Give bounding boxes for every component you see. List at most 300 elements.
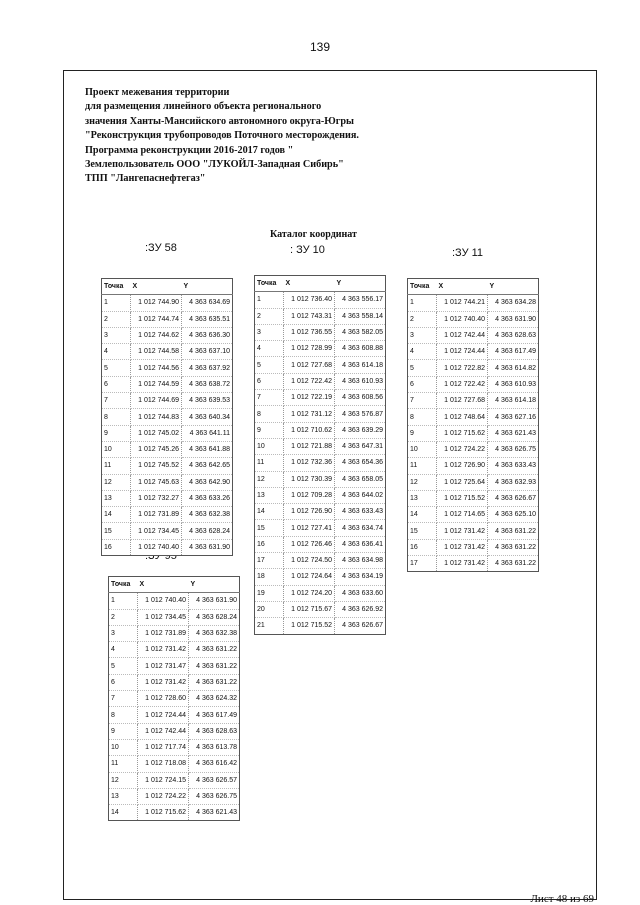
table-row [255, 341, 386, 357]
table-row [408, 344, 539, 360]
point-cell: 13 [408, 490, 437, 506]
y-cell: 4 363 576.87 [335, 406, 386, 422]
column-header: Точка [408, 279, 437, 295]
point-cell: 6 [109, 674, 138, 690]
column-header: Точка [102, 279, 131, 295]
x-cell: 1 012 726.90 [284, 504, 335, 520]
point-cell: 10 [102, 441, 131, 457]
x-cell: 1 012 722.42 [284, 373, 335, 389]
x-cell: 1 012 736.40 [284, 292, 335, 308]
table-row [109, 788, 240, 804]
y-cell: 4 363 627.16 [488, 409, 539, 425]
point-cell: 14 [255, 504, 284, 520]
y-cell: 4 363 637.92 [182, 360, 233, 376]
table-row [102, 393, 233, 409]
x-cell: 1 012 744.69 [131, 393, 182, 409]
y-cell: 4 363 626.92 [335, 601, 386, 617]
table-row [408, 311, 539, 327]
column-header: Y [182, 279, 233, 295]
point-cell: 16 [102, 539, 131, 555]
y-cell: 4 363 631.22 [488, 523, 539, 539]
y-cell: 4 363 631.22 [488, 556, 539, 572]
x-cell: 1 012 731.42 [437, 556, 488, 572]
x-cell: 1 012 717.74 [138, 739, 189, 755]
x-cell: 1 012 722.19 [284, 390, 335, 406]
table-row [408, 458, 539, 474]
point-cell: 2 [255, 308, 284, 324]
header-line: Проект межевания территории [85, 87, 230, 98]
point-cell: 1 [408, 295, 437, 311]
y-cell: 4 363 614.18 [335, 357, 386, 373]
table-row [255, 373, 386, 389]
column-header: X [284, 276, 335, 292]
x-cell: 1 012 731.47 [138, 658, 189, 674]
table-row [102, 458, 233, 474]
y-cell: 4 363 621.43 [488, 425, 539, 441]
point-cell: 4 [408, 344, 437, 360]
table-row [255, 422, 386, 438]
coordinate-table-zu58 [101, 278, 233, 556]
table-row [408, 441, 539, 457]
coordinate-table-zu10 [254, 275, 386, 635]
x-cell: 1 012 744.74 [131, 311, 182, 327]
point-cell: 5 [109, 658, 138, 674]
plot-label-zu11: :ЗУ 11 [452, 247, 484, 259]
table-row [408, 327, 539, 343]
coordinate-table-zu11 [407, 278, 539, 572]
table-row [102, 425, 233, 441]
x-cell: 1 012 724.22 [138, 788, 189, 804]
table-row [255, 471, 386, 487]
x-cell: 1 012 726.46 [284, 536, 335, 552]
column-header: X [131, 279, 182, 295]
point-cell: 13 [102, 490, 131, 506]
table-row [408, 295, 539, 311]
x-cell: 1 012 727.68 [437, 393, 488, 409]
x-cell: 1 012 722.82 [437, 360, 488, 376]
x-cell: 1 012 731.89 [131, 507, 182, 523]
x-cell: 1 012 744.56 [131, 360, 182, 376]
table-row [255, 390, 386, 406]
point-cell: 21 [255, 618, 284, 634]
point-cell: 7 [255, 390, 284, 406]
table-row [109, 625, 240, 641]
table-header-row [109, 577, 240, 593]
table-row [109, 723, 240, 739]
table-row [102, 507, 233, 523]
y-cell: 4 363 613.78 [189, 739, 240, 755]
y-cell: 4 363 632.38 [182, 507, 233, 523]
x-cell: 1 012 728.99 [284, 341, 335, 357]
point-cell: 14 [408, 507, 437, 523]
x-cell: 1 012 724.50 [284, 553, 335, 569]
table-row [408, 376, 539, 392]
x-cell: 1 012 731.42 [138, 674, 189, 690]
point-cell: 10 [109, 739, 138, 755]
y-cell: 4 363 634.98 [335, 553, 386, 569]
y-cell: 4 363 639.29 [335, 422, 386, 438]
x-cell: 1 012 721.88 [284, 438, 335, 454]
x-cell: 1 012 734.45 [138, 609, 189, 625]
y-cell: 4 363 633.43 [488, 458, 539, 474]
header-line: ТПП "Лангепаснефтегаз" [85, 173, 206, 185]
x-cell: 1 012 734.45 [131, 523, 182, 539]
table-row [408, 360, 539, 376]
point-cell: 9 [102, 425, 131, 441]
y-cell: 4 363 628.63 [488, 327, 539, 343]
x-cell: 1 012 710.62 [284, 422, 335, 438]
x-cell: 1 012 731.89 [138, 625, 189, 641]
y-cell: 4 363 608.56 [335, 390, 386, 406]
table-row [109, 756, 240, 772]
y-cell: 4 363 617.49 [189, 707, 240, 723]
x-cell: 1 012 730.39 [284, 471, 335, 487]
x-cell: 1 012 727.68 [284, 357, 335, 373]
y-cell: 4 363 639.53 [182, 393, 233, 409]
table-row [109, 739, 240, 755]
x-cell: 1 012 731.12 [284, 406, 335, 422]
x-cell: 1 012 731.42 [138, 642, 189, 658]
x-cell: 1 012 745.63 [131, 474, 182, 490]
sheet-footer: Лист 48 из 69 [530, 893, 594, 905]
x-cell: 1 012 744.62 [131, 327, 182, 343]
table-row [255, 455, 386, 471]
table-row [255, 487, 386, 503]
header-line: для размещения линейного объекта регионального [85, 101, 322, 113]
table-row [255, 520, 386, 536]
y-cell: 4 363 644.02 [335, 487, 386, 503]
table-row [408, 490, 539, 506]
point-cell: 11 [109, 756, 138, 772]
point-cell: 15 [255, 520, 284, 536]
x-cell: 1 012 740.40 [138, 593, 189, 609]
table-row [109, 691, 240, 707]
y-cell: 4 363 582.05 [335, 324, 386, 340]
y-cell: 4 363 654.36 [335, 455, 386, 471]
point-cell: 3 [408, 327, 437, 343]
y-cell: 4 363 608.88 [335, 341, 386, 357]
x-cell: 1 012 715.52 [284, 618, 335, 634]
x-cell: 1 012 744.59 [131, 376, 182, 392]
y-cell: 4 363 626.75 [488, 441, 539, 457]
x-cell: 1 012 715.52 [437, 490, 488, 506]
y-cell: 4 363 632.38 [189, 625, 240, 641]
table-row [255, 406, 386, 422]
point-cell: 9 [109, 723, 138, 739]
table-row [408, 539, 539, 555]
table-row [102, 441, 233, 457]
y-cell: 4 363 610.93 [335, 373, 386, 389]
x-cell: 1 012 724.20 [284, 585, 335, 601]
y-cell: 4 363 617.49 [488, 344, 539, 360]
table-row [255, 601, 386, 617]
table-row [109, 609, 240, 625]
x-cell: 1 012 724.44 [138, 707, 189, 723]
x-cell: 1 012 715.62 [437, 425, 488, 441]
point-cell: 7 [109, 691, 138, 707]
x-cell: 1 012 745.26 [131, 441, 182, 457]
point-cell: 8 [102, 409, 131, 425]
y-cell: 4 363 614.18 [488, 393, 539, 409]
y-cell: 4 363 641.88 [182, 441, 233, 457]
point-cell: 15 [408, 523, 437, 539]
x-cell: 1 012 748.64 [437, 409, 488, 425]
header-line: Землепользователь ООО "ЛУКОЙЛ-Западная Сибирь" [85, 159, 344, 171]
point-cell: 10 [408, 441, 437, 457]
x-cell: 1 012 731.42 [437, 523, 488, 539]
y-cell: 4 363 638.72 [182, 376, 233, 392]
y-cell: 4 363 633.26 [182, 490, 233, 506]
table-row [255, 292, 386, 308]
table-header-row [255, 276, 386, 292]
y-cell: 4 363 628.24 [189, 609, 240, 625]
x-cell: 1 012 722.42 [437, 376, 488, 392]
y-cell: 4 363 628.63 [189, 723, 240, 739]
y-cell: 4 363 631.22 [189, 658, 240, 674]
point-cell: 8 [255, 406, 284, 422]
y-cell: 4 363 631.90 [488, 311, 539, 327]
y-cell: 4 363 632.93 [488, 474, 539, 490]
column-header: Точка [255, 276, 284, 292]
x-cell: 1 012 724.44 [437, 344, 488, 360]
x-cell: 1 012 732.27 [131, 490, 182, 506]
point-cell: 1 [109, 593, 138, 609]
point-cell: 13 [109, 788, 138, 804]
point-cell: 2 [408, 311, 437, 327]
point-cell: 11 [408, 458, 437, 474]
y-cell: 4 363 626.67 [335, 618, 386, 634]
table-row [102, 360, 233, 376]
x-cell: 1 012 744.58 [131, 344, 182, 360]
x-cell: 1 012 742.44 [138, 723, 189, 739]
y-cell: 4 363 614.82 [488, 360, 539, 376]
point-cell: 16 [408, 539, 437, 555]
table-row [109, 642, 240, 658]
point-cell: 4 [102, 344, 131, 360]
point-cell: 8 [109, 707, 138, 723]
table-header-row [102, 279, 233, 295]
y-cell: 4 363 625.10 [488, 507, 539, 523]
x-cell: 1 012 744.83 [131, 409, 182, 425]
header-line: Программа реконструкции 2016-2017 годов " [85, 144, 294, 156]
coordinate-table-zu95 [108, 576, 240, 821]
table-row [102, 409, 233, 425]
point-cell: 2 [102, 311, 131, 327]
table-row [109, 593, 240, 609]
point-cell: 14 [102, 507, 131, 523]
x-cell: 1 012 744.90 [131, 295, 182, 311]
column-header: Y [189, 577, 240, 593]
table-row [102, 376, 233, 392]
y-cell: 4 363 637.10 [182, 344, 233, 360]
x-cell: 1 012 727.41 [284, 520, 335, 536]
table-row [408, 393, 539, 409]
point-cell: 12 [255, 471, 284, 487]
x-cell: 1 012 728.60 [138, 691, 189, 707]
table-row [102, 344, 233, 360]
column-header: X [437, 279, 488, 295]
table-row [102, 490, 233, 506]
x-cell: 1 012 715.62 [138, 805, 189, 821]
point-cell: 3 [109, 625, 138, 641]
y-cell: 4 363 626.67 [488, 490, 539, 506]
point-cell: 8 [408, 409, 437, 425]
y-cell: 4 363 631.90 [182, 539, 233, 555]
table-row [255, 308, 386, 324]
y-cell: 4 363 658.05 [335, 471, 386, 487]
point-cell: 17 [408, 556, 437, 572]
x-cell: 1 012 732.36 [284, 455, 335, 471]
y-cell: 4 363 624.32 [189, 691, 240, 707]
y-cell: 4 363 626.57 [189, 772, 240, 788]
point-cell: 12 [109, 772, 138, 788]
point-cell: 19 [255, 585, 284, 601]
table-row [109, 658, 240, 674]
table-row [255, 553, 386, 569]
table-row [408, 507, 539, 523]
point-cell: 3 [102, 327, 131, 343]
point-cell: 9 [255, 422, 284, 438]
y-cell: 4 363 647.31 [335, 438, 386, 454]
table-row [102, 311, 233, 327]
point-cell: 11 [255, 455, 284, 471]
x-cell: 1 012 724.15 [138, 772, 189, 788]
page-number: 139 [309, 40, 331, 54]
point-cell: 5 [255, 357, 284, 373]
x-cell: 1 012 724.22 [437, 441, 488, 457]
table-row [255, 438, 386, 454]
point-cell: 7 [408, 393, 437, 409]
point-cell: 3 [255, 324, 284, 340]
point-cell: 16 [255, 536, 284, 552]
table-row [408, 523, 539, 539]
table-row [408, 474, 539, 490]
x-cell: 1 012 745.52 [131, 458, 182, 474]
point-cell: 4 [255, 341, 284, 357]
y-cell: 4 363 636.41 [335, 536, 386, 552]
y-cell: 4 363 642.90 [182, 474, 233, 490]
y-cell: 4 363 558.14 [335, 308, 386, 324]
table-row [109, 674, 240, 690]
y-cell: 4 363 628.24 [182, 523, 233, 539]
x-cell: 1 012 740.40 [131, 539, 182, 555]
table-row [102, 523, 233, 539]
y-cell: 4 363 626.75 [189, 788, 240, 804]
table-row [109, 707, 240, 723]
point-cell: 1 [102, 295, 131, 311]
y-cell: 4 363 631.22 [488, 539, 539, 555]
x-cell: 1 012 736.55 [284, 324, 335, 340]
table-row [255, 618, 386, 634]
point-cell: 20 [255, 601, 284, 617]
y-cell: 4 363 640.34 [182, 409, 233, 425]
table-row [109, 772, 240, 788]
table-row [102, 539, 233, 555]
table-row [255, 536, 386, 552]
x-cell: 1 012 718.08 [138, 756, 189, 772]
y-cell: 4 363 556.17 [335, 292, 386, 308]
point-cell: 1 [255, 292, 284, 308]
point-cell: 5 [408, 360, 437, 376]
column-header: Y [488, 279, 539, 295]
x-cell: 1 012 726.90 [437, 458, 488, 474]
y-cell: 4 363 616.42 [189, 756, 240, 772]
y-cell: 4 363 634.19 [335, 569, 386, 585]
y-cell: 4 363 631.22 [189, 642, 240, 658]
point-cell: 15 [102, 523, 131, 539]
y-cell: 4 363 634.69 [182, 295, 233, 311]
table-row [255, 324, 386, 340]
column-header: Точка [109, 577, 138, 593]
table-row [109, 805, 240, 821]
point-cell: 10 [255, 438, 284, 454]
table-row [102, 327, 233, 343]
table-row [255, 585, 386, 601]
point-cell: 6 [408, 376, 437, 392]
table-row [255, 569, 386, 585]
table-row [255, 504, 386, 520]
project-header [85, 86, 359, 187]
point-cell: 6 [255, 373, 284, 389]
y-cell: 4 363 635.51 [182, 311, 233, 327]
table-row [408, 425, 539, 441]
point-cell: 18 [255, 569, 284, 585]
x-cell: 1 012 744.21 [437, 295, 488, 311]
x-cell: 1 012 724.64 [284, 569, 335, 585]
header-line: значения Ханты-Мансийского автономного округа-Югры [85, 115, 354, 127]
x-cell: 1 012 725.64 [437, 474, 488, 490]
y-cell: 4 363 610.93 [488, 376, 539, 392]
point-cell: 12 [408, 474, 437, 490]
table-row [408, 556, 539, 572]
y-cell: 4 363 631.90 [189, 593, 240, 609]
point-cell: 7 [102, 393, 131, 409]
x-cell: 1 012 742.44 [437, 327, 488, 343]
x-cell: 1 012 743.31 [284, 308, 335, 324]
table-row [255, 357, 386, 373]
x-cell: 1 012 715.67 [284, 601, 335, 617]
table-header-row [408, 279, 539, 295]
y-cell: 4 363 633.60 [335, 585, 386, 601]
table-row [408, 409, 539, 425]
y-cell: 4 363 631.22 [189, 674, 240, 690]
plot-label-zu58: :ЗУ 58 [145, 242, 177, 254]
x-cell: 1 012 709.28 [284, 487, 335, 503]
point-cell: 2 [109, 609, 138, 625]
plot-label-zu10: : ЗУ 10 [290, 244, 325, 256]
point-cell: 4 [109, 642, 138, 658]
table-row [102, 295, 233, 311]
y-cell: 4 363 641.11 [182, 425, 233, 441]
x-cell: 1 012 731.42 [437, 539, 488, 555]
point-cell: 13 [255, 487, 284, 503]
point-cell: 17 [255, 553, 284, 569]
y-cell: 4 363 621.43 [189, 805, 240, 821]
point-cell: 6 [102, 376, 131, 392]
x-cell: 1 012 745.02 [131, 425, 182, 441]
y-cell: 4 363 636.30 [182, 327, 233, 343]
column-header: Y [335, 276, 386, 292]
y-cell: 4 363 634.74 [335, 520, 386, 536]
x-cell: 1 012 740.40 [437, 311, 488, 327]
y-cell: 4 363 642.65 [182, 458, 233, 474]
point-cell: 12 [102, 474, 131, 490]
point-cell: 11 [102, 458, 131, 474]
x-cell: 1 012 714.65 [437, 507, 488, 523]
y-cell: 4 363 633.43 [335, 504, 386, 520]
table-row [102, 474, 233, 490]
y-cell: 4 363 634.28 [488, 295, 539, 311]
